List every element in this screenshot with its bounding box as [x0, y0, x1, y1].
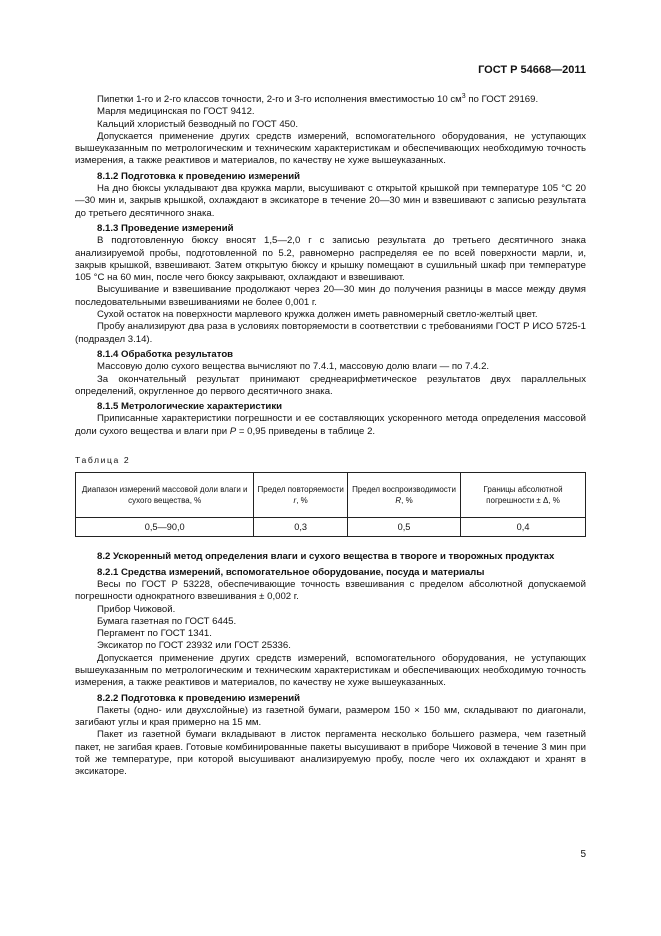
- table-header-cell: Предел повторяемости r, %: [254, 473, 348, 518]
- paragraph: Пипетки 1-го и 2-го классов точности, 2-го и 3-го исполнения вместимостью 10 $см^3$ по ГОСТ 29169.: [97, 92, 539, 105]
- section-heading: 8.2.2 Подготовка к проведению измерений: [97, 692, 301, 704]
- page-number: 5: [580, 849, 586, 860]
- paragraph: Пакет из газетной бумаги вкладывают в листок пергамента несколько большего размера, чем газетный пакет, не загибая краев. Готовые комбинированные пакеты высушивают в приборе Чижовой в течение 3 мин при той же температуре, при которой высушивают анализируемую пробу, после чего их охлаждают и хранят в эксикаторе.: [75, 729, 586, 778]
- table-cell: 0,3: [254, 518, 348, 537]
- table-header-cell: Диапазон измерений массовой доли влаги и сухого вещества, %: [76, 473, 254, 518]
- document-body: [75, 94, 586, 779]
- table-cell: 0,5—90,0: [76, 518, 254, 537]
- paragraph: Высушивание и взвешивание продолжают через 20—30 мин до получения разницы в массе между двумя последовательными взвешиваниями не более 0,001 г.: [75, 284, 586, 308]
- paragraph: На дно бюксы укладывают два кружка марли, высушивают с открытой крышкой при температуре 105 °С 20—30 мин и, закрыв крышкой, охлаждают в эксикаторе в течение 20—30 мин и взвешивают с записью результата до третьего десятичного знака.: [75, 183, 586, 219]
- section-heading: 8.2 Ускоренный метод определения влаги и сухого вещества в твороге и творожных продуктах: [97, 551, 555, 563]
- section-heading: 8.1.4 Обработка результатов: [97, 348, 234, 360]
- section-heading: 8.1.2 Подготовка к проведению измерений: [97, 170, 301, 182]
- section-heading: 8.2.1 Средства измерений, вспомогательное оборудование, посуда и материалы: [97, 566, 485, 578]
- table-header-cell: Предел воспроизводимости R, %: [347, 473, 460, 518]
- paragraph: Бумага газетная по ГОСТ 6445.: [97, 615, 237, 627]
- paragraph: Пробу анализируют два раза в условиях повторяемости в соответствии с требованиями ГОСТ Р ИСО 5725-1 (подраздел 3.14).: [75, 321, 586, 345]
- table-cell: 0,5: [347, 518, 460, 537]
- paragraph: В подготовленную бюксу вносят 1,5—2,0 г с записью результата до третьего десятичного знака анализируемой пробы, подготовленной по 5.2, равномерно распределяя ее по всей поверхности марли, и, закрыв крышкой, взвешивают. Затем открытую бюксу и крышку помещают в сушильный шкаф при температуре 105 °С на 60 мин, после чего бюксу закрывают, охлаждают и взвешивают.: [75, 235, 586, 284]
- table-caption: Таблица 2: [75, 455, 131, 466]
- paragraph: Приписанные характеристики погрешности и ее составляющих ускоренного метода определения массовой доли сухого вещества и влаги при P = 0,95 приведены в таблице 2.: [75, 413, 586, 437]
- paragraph: Прибор Чижовой.: [97, 603, 176, 615]
- paragraph: Марля медицинская по ГОСТ 9412.: [97, 106, 255, 118]
- paragraph: Пергамент по ГОСТ 1341.: [97, 628, 212, 640]
- table-header-cell: Границы абсолютной погрешности ± Δ, %: [461, 473, 586, 518]
- section-heading: 8.1.5 Метрологические характеристики: [97, 401, 283, 413]
- document-code: ГОСТ Р 54668—2011: [478, 64, 586, 76]
- paragraph: Кальций хлористый безводный по ГОСТ 450.: [97, 118, 299, 130]
- section-heading: 8.1.3 Проведение измерений: [97, 222, 234, 234]
- table-cell: 0,4: [461, 518, 586, 537]
- paragraph: За окончательный результат принимают среднеарифметическое результатов двух параллельных определений, округленное до первого десятичного знака.: [75, 373, 586, 397]
- table-row: [76, 518, 586, 537]
- paragraph: Пакеты (одно- или двухслойные) из газетной бумаги, размером 150 × 150 мм, складывают по диагонали, загибают углы и края примерно на 15 мм.: [75, 704, 586, 729]
- paragraph: Весы по ГОСТ Р 53228, обеспечивающие точность взвешивания с пределом абсолютной допускаемой погрешности однократного взвешивания ± 0,002 г.: [75, 578, 586, 603]
- table-2: [75, 472, 586, 537]
- paragraph: Допускается применение других средств измерений, вспомогательного оборудования, не уступающих вышеуказанным по метрологическим и техническим характеристикам и обеспечивающих необходимую точность измерения, а также реактивов и материалов, по качеству не хуже вышеуказанных.: [75, 652, 586, 689]
- paragraph: Эксикатор по ГОСТ 23932 или ГОСТ 25336.: [97, 640, 291, 652]
- paragraph: Массовую долю сухого вещества вычисляют по 7.4.1, массовую долю влаги — по 7.4.2.: [97, 361, 490, 373]
- paragraph: Сухой остаток на поверхности марлевого кружка должен иметь равномерный светло-желтый цвет.: [97, 309, 538, 321]
- paragraph: Допускается применение других средств измерений, вспомогательного оборудования, не уступающих вышеуказанным по метрологическим и техническим характеристикам и обеспечивающих необходимую точность измерения, а также реактивов и материалов, по качеству не хуже вышеуказанных.: [75, 130, 586, 167]
